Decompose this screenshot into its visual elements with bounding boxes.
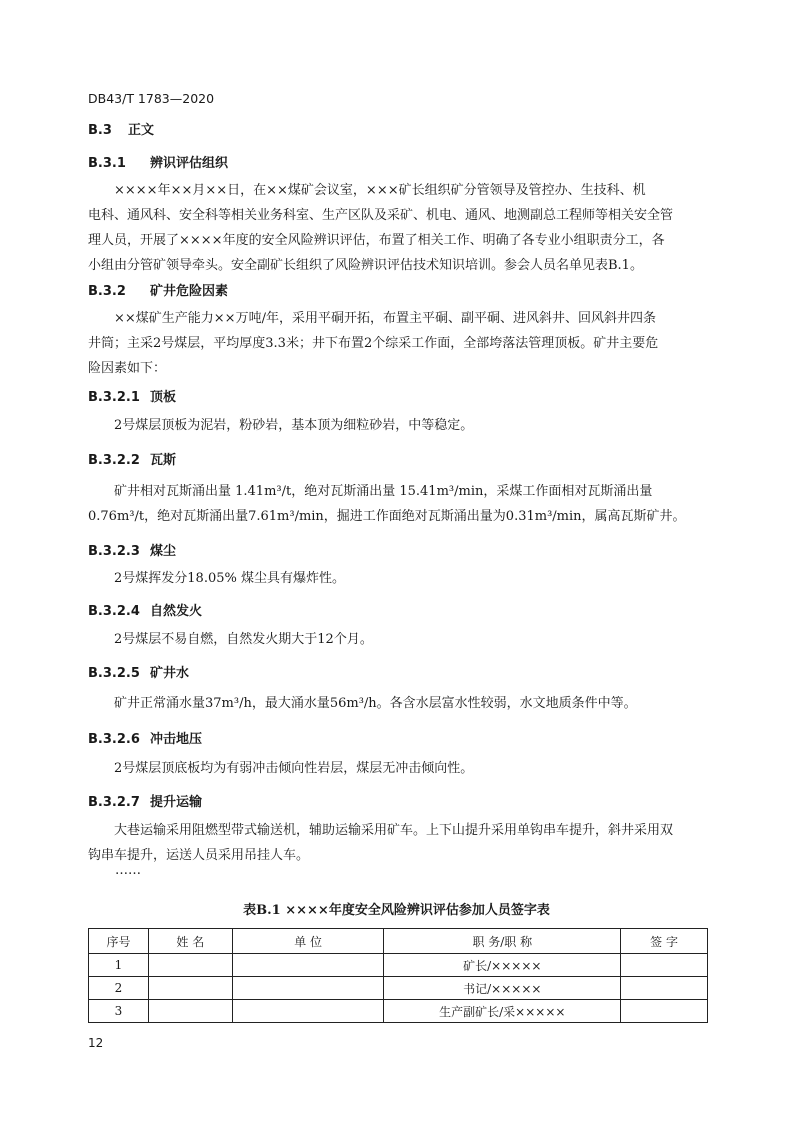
paragraph-b324 <box>88 627 710 652</box>
paragraph-line: 矿井正常涌水量37m³/h，最大涌水量56m³/h。各含水层富水性较弱，水文地质条件中等。 <box>114 696 637 711</box>
column-header-no: 序号 <box>89 929 149 954</box>
cell-no: 3 <box>89 1000 149 1023</box>
section-heading-b323 <box>88 540 176 559</box>
section-number: B.3.2.4 <box>88 604 140 619</box>
section-heading-b327 <box>88 791 202 810</box>
paragraph-line: ××煤矿生产能力××万吨/年，采用平硐开拓，布置主平硐、副平硐、进风斜井、回风斜井四条 <box>114 311 656 326</box>
section-heading-b3 <box>88 119 154 138</box>
table-row <box>89 1000 708 1023</box>
cell-sign <box>621 1000 708 1023</box>
section-number: B.3.2.1 <box>88 390 140 405</box>
cell-title: 书记/××××× <box>384 977 621 1000</box>
paragraph-line: 井筒；主采2号煤层，平均厚度3.3米；井下布置2个综采工作面，全部垮落法管理顶板。矿井主要危 <box>88 336 659 351</box>
column-header-title: 职 务/职 称 <box>384 929 621 954</box>
section-number: B.3.2.6 <box>88 732 140 747</box>
section-title: 瓦斯 <box>150 453 177 468</box>
section-heading-b321 <box>88 386 176 405</box>
paragraph-b326 <box>88 756 710 781</box>
paragraph-line: 小组由分管矿领导牵头。安全副矿长组织了风险辨识评估技术知识培训。参会人员名单见表B.1。 <box>88 258 643 273</box>
paragraph-line: 2号煤层顶板为泥岩，粉砂岩，基本顶为细粒砂岩，中等稳定。 <box>114 418 474 433</box>
cell-name <box>148 954 232 977</box>
paragraph-line: 理人员，开展了××××年度的安全风险辨识评估，布置了相关工作、明确了各专业小组职责分工，各 <box>88 233 665 248</box>
section-number: B.3.2.3 <box>88 544 140 559</box>
section-title: 煤尘 <box>150 544 177 559</box>
section-title: 矿井水 <box>150 666 190 681</box>
paragraph-line: 矿井相对瓦斯涌出量 1.41m³/t，绝对瓦斯涌出量 15.41m³/min，采煤工作面相对瓦斯涌出量 <box>114 484 653 499</box>
section-heading-b326 <box>88 728 202 747</box>
section-number: B.3 <box>88 123 112 138</box>
paragraph-b321 <box>88 413 710 438</box>
column-header-sign: 签 字 <box>621 929 708 954</box>
section-number: B.3.2.2 <box>88 453 140 468</box>
paragraph-b325 <box>88 691 710 716</box>
ellipsis: …… <box>115 863 141 878</box>
paragraph-b327 <box>88 818 710 868</box>
column-header-name: 姓 名 <box>148 929 232 954</box>
cell-name <box>148 1000 232 1023</box>
page-number: 12 <box>88 1036 104 1050</box>
cell-title: 生产副矿长/采××××× <box>384 1000 621 1023</box>
paragraph-line: 电科、通风科、安全科等相关业务科室、生产区队及采矿、机电、通风、地测副总工程师等相关安全管 <box>88 208 674 223</box>
cell-unit <box>232 977 384 1000</box>
section-title: 正文 <box>128 123 155 138</box>
section-title: 冲击地压 <box>150 732 203 747</box>
paragraph-line: 2号煤挥发分18.05% 煤尘具有爆炸性。 <box>114 571 345 586</box>
cell-sign <box>621 954 708 977</box>
table-caption: 表B.1 ××××年度安全风险辨识评估参加人员签字表 <box>243 903 550 918</box>
section-title: 提升运输 <box>150 795 203 810</box>
paragraph-b32 <box>88 306 710 381</box>
section-title: 自然发火 <box>150 604 203 619</box>
section-number: B.3.2.5 <box>88 666 140 681</box>
section-heading-b325 <box>88 662 189 681</box>
table-row <box>89 977 708 1000</box>
paragraph-b322 <box>88 479 710 529</box>
cell-no: 1 <box>89 954 149 977</box>
table-row <box>89 954 708 977</box>
paragraph-b323 <box>88 566 710 591</box>
signature-table <box>88 928 708 1023</box>
paragraph-line: 大巷运输采用阻燃型带式输送机，辅助运输采用矿车。上下山提升采用单钩串车提升，斜井采用双 <box>114 823 674 838</box>
section-heading-b32 <box>88 280 228 299</box>
paragraph-line: 2号煤层顶底板均为有弱冲击倾向性岩层，煤层无冲击倾向性。 <box>114 761 474 776</box>
cell-sign <box>621 977 708 1000</box>
section-title: 矿井危险因素 <box>150 284 229 299</box>
paragraph-line: 2号煤层不易自燃，自然发火期大于12个月。 <box>114 632 373 647</box>
section-heading-b324 <box>88 600 202 619</box>
cell-unit <box>232 1000 384 1023</box>
section-number: B.3.2.7 <box>88 795 140 810</box>
section-title: 顶板 <box>150 390 177 405</box>
section-title: 辨识评估组织 <box>150 156 229 171</box>
paragraph-line: 险因素如下： <box>88 361 167 376</box>
paragraph-line: 0.76m³/t，绝对瓦斯涌出量7.61m³/min，掘进工作面绝对瓦斯涌出量为0.31m³/min，属高瓦斯矿井。 <box>88 509 686 524</box>
cell-unit <box>232 954 384 977</box>
paragraph-line: ××××年××月××日，在××煤矿会议室，×××矿长组织矿分管领导及管控办、生技科、机 <box>114 183 646 198</box>
table-header-row <box>89 929 708 954</box>
section-number: B.3.1 <box>88 156 126 171</box>
column-header-unit: 单 位 <box>232 929 384 954</box>
cell-title: 矿长/××××× <box>384 954 621 977</box>
cell-no: 2 <box>89 977 149 1000</box>
section-heading-b31 <box>88 152 228 171</box>
cell-name <box>148 977 232 1000</box>
paragraph-line: 钩串车提升，运送人员采用吊挂人车。 <box>88 848 310 863</box>
paragraph-b31 <box>88 178 710 278</box>
standard-number-header: DB43/T 1783—2020 <box>88 91 215 106</box>
section-number: B.3.2 <box>88 284 126 299</box>
section-heading-b322 <box>88 449 176 468</box>
